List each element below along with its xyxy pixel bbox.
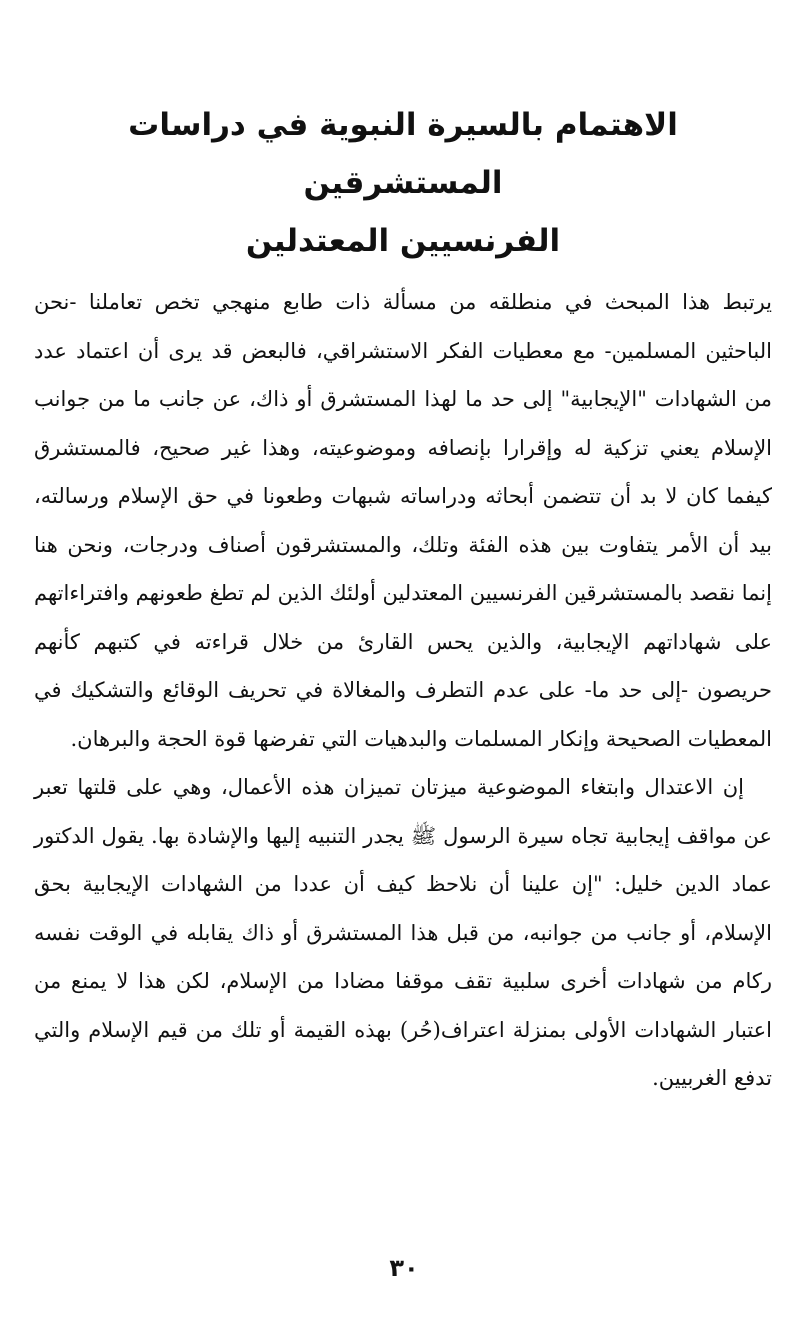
chapter-title xyxy=(34,96,772,270)
body-paragraph-2: إن الاعتدال وابتغاء الموضوعية ميزتان تميزان هذه الأعمال، وهي على قلتها تعبر عن مواقف إيجابية تجاه سيرة الرسول ﷺ يجدر التنبيه إليها والإشادة بها. يقول الدكتور عماد الدين خليل: "إن علينا أن نلاحظ كيف أن عددا من الشهادات الإيجابية بحق الإسلام، أو جانب من جوانبه، من قبل هذا المستشرق أو ذاك يقابله في الوقت نفسه ركام من شهادات أخرى سلبية تقف موقفا مضادا من الإسلام، لكن هذا لا يمنع من اعتبار الشهادات الأولى بمنزلة اعتراف(حُر) بهذه القيمة أو تلك من قيم الإسلام والتي تدفع الغربيين. xyxy=(34,775,772,1090)
chapter-title-line-1: الاهتمام بالسيرة النبوية في دراسات المستشرقين xyxy=(128,107,678,201)
body-paragraph-1: يرتبط هذا المبحث في منطلقه من مسألة ذات طابع منهجي تخص تعاملنا -نحن الباحثين المسلمين- مع معطيات الفكر الاستشراقي، فالبعض قد يرى أن اعتماد عدد من الشهادات "الإيجابية" إلى حد ما لهذا المستشرق أو ذاك، عن جانب ما من جوانب الإسلام يعني تزكية له وإقرارا بإنصافه وموضوعيته، وهذا غير صحيح، فالمستشرق كيفما كان لا بد أن تتضمن أبحاثه ودراساته شبهات وطعونا في حق الإسلام ورسالته، بيد أن الأمر يتفاوت بين هذه الفئة وتلك، والمستشرقون أصناف ودرجات، ونحن هنا إنما نقصد بالمستشرقين الفرنسيين المعتدلين أولئك الذين لم تطغ طعونهم وافتراءاتهم على شهاداتهم الإيجابية، والذين يحس القارئ من خلال قراءته في كتبهم كأنهم حريصون -إلى حد ما- على عدم التطرف والمغالاة في تحريف الوقائع والتشكيك في المعطيات الصحيحة وإنكار المسلمات والبدهيات التي تفرضها قوة الحجة والبرهان. xyxy=(34,290,772,751)
chapter-title-line-2: الفرنسيين المعتدلين xyxy=(245,223,561,259)
document-page xyxy=(34,96,772,1103)
page-number: ٣٠ xyxy=(389,1254,419,1282)
